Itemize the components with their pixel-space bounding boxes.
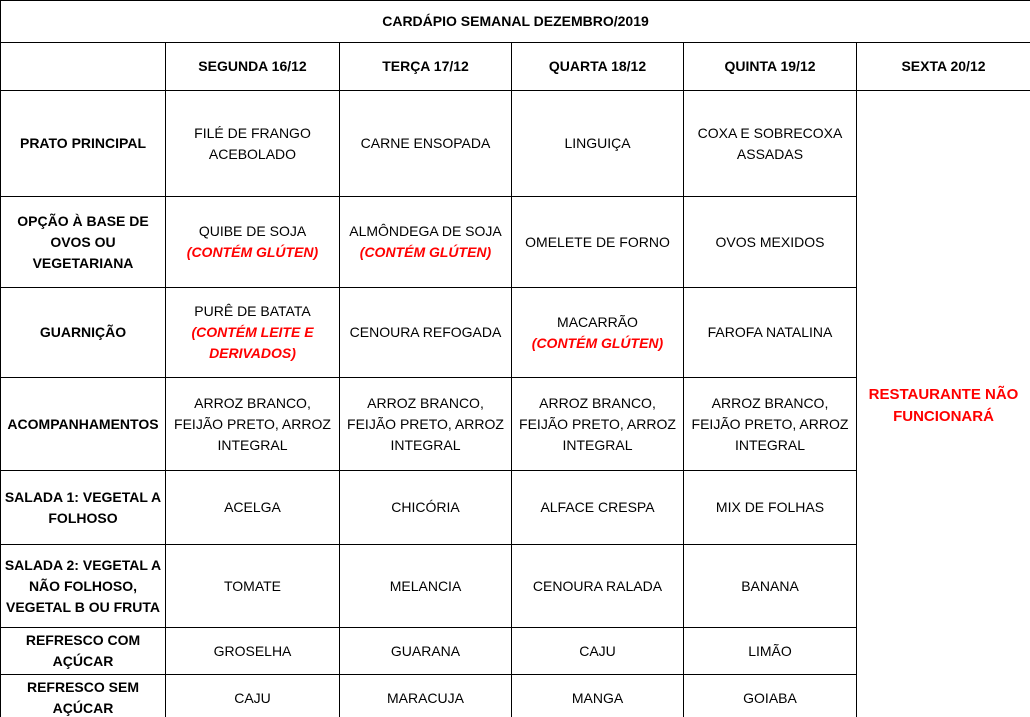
dish-name: MELANCIA [389,577,462,594]
dish-name: CARNE ENSOPADA [360,135,491,151]
cell-opcao-quarta [512,197,684,288]
column-header-quarta: QUARTA 18/12 [512,43,684,91]
allergen-note: (CONTÉM GLÚTEN) [359,244,492,260]
dish-name: PURÊ DE BATATA [194,303,311,319]
cell-acompanhamentos-terca [340,378,512,471]
cell-salada1-segunda [166,471,340,545]
dish-name: COXA E SOBRECOXA ASSADAS [697,124,843,162]
dish-name: MACARRÃO [557,313,638,330]
dish-name: GUARANA [390,642,461,659]
dish-name: BANANA [741,577,799,594]
dish-name: CAJU [579,642,616,659]
corner-cell [1,43,166,91]
dish-name: LIMÃO [748,642,792,659]
column-header-segunda: SEGUNDA 16/12 [166,43,340,91]
row-label-guarnicao: GUARNIÇÃO [1,288,166,378]
cell-guarnicao-quinta [684,288,857,378]
allergen-note: (CONTÉM GLÚTEN) [531,334,664,351]
dish-name: CENOURA REFOGADA [349,324,502,340]
column-header-sexta: SEXTA 20/12 [857,43,1030,91]
cell-refresco-sem-terca [340,675,512,717]
dish-name: QUIBE DE SOJA [198,223,307,239]
cell-refresco-sem-quarta [512,675,684,717]
cell-refresco-com-quinta [684,628,857,675]
dish-name: ALFACE CRESPA [540,499,655,515]
dish-name: FAROFA NATALINA [707,324,833,340]
row-label-prato-principal: PRATO PRINCIPAL [1,91,166,197]
title-row [1,1,1030,43]
dish-name: GROSELHA [213,642,292,659]
dish-name: ACELGA [224,499,281,515]
dish-name: ARROZ BRANCO, FEIJÃO PRETO, ARROZ INTEGRAL [174,394,331,453]
cell-acompanhamentos-quinta [684,378,857,471]
cell-salada2-terca [340,545,512,628]
cell-refresco-sem-quinta [684,675,857,717]
row-label-refresco-com-acucar: REFRESCO COM AÇÚCAR [1,628,166,675]
header-row [1,43,1030,91]
dish-name: MIX DE FOLHAS [715,499,825,515]
dish-name: CAJU [234,689,271,706]
cell-refresco-sem-segunda [166,675,340,717]
cell-acompanhamentos-segunda [166,378,340,471]
allergen-note: (CONTÉM LEITE E DERIVADOS) [191,324,314,361]
column-header-terca: TERÇA 17/12 [340,43,512,91]
cell-guarnicao-segunda [166,288,340,378]
cell-salada1-quinta [684,471,857,545]
row-label-opcao-vegetariana: OPÇÃO À BASE DE OVOS OU VEGETARIANA [1,197,166,288]
dish-name: GOIABA [743,689,797,706]
friday-notice: RESTAURANTE NÃO FUNCIONARÁ [868,385,1019,425]
cell-guarnicao-terca [340,288,512,378]
dish-name: OVOS MEXIDOS [715,233,825,250]
row-label-salada-1: SALADA 1: VEGETAL A FOLHOSO [1,471,166,545]
cell-salada2-quinta [684,545,857,628]
cell-refresco-com-terca [340,628,512,675]
friday-notice-cell [857,91,1030,717]
row-label-refresco-sem-acucar: REFRESCO SEM AÇÚCAR [1,675,166,717]
cell-opcao-segunda [166,197,340,288]
cell-refresco-com-quarta [512,628,684,675]
cell-prato-quinta [684,91,857,197]
cell-opcao-terca [340,197,512,288]
dish-name: CENOURA RALADA [532,577,663,594]
dish-name: MARACUJA [386,689,464,706]
dish-name: ARROZ BRANCO, FEIJÃO PRETO, ARROZ INTEGRAL [691,394,849,453]
page-title: CARDÁPIO SEMANAL DEZEMBRO/2019 [1,1,1030,43]
dish-name: TOMATE [223,577,282,594]
dish-name: ARROZ BRANCO, FEIJÃO PRETO, ARROZ INTEGRAL [519,394,676,453]
cell-salada1-terca [340,471,512,545]
cell-prato-terca [340,91,512,197]
cell-guarnicao-quarta [512,288,684,378]
cell-salada1-quarta [512,471,684,545]
row-label-acompanhamentos: ACOMPANHAMENTOS [1,378,166,471]
dish-name: MANGA [571,689,624,706]
cell-prato-quarta [512,91,684,197]
cell-salada2-quarta [512,545,684,628]
dish-name: ARROZ BRANCO, FEIJÃO PRETO, ARROZ INTEGRAL [347,394,504,453]
row-label-salada-2: SALADA 2: VEGETAL A NÃO FOLHOSO, VEGETAL B OU FRUTA [1,545,166,628]
cell-refresco-com-segunda [166,628,340,675]
cell-prato-segunda [166,91,340,197]
cell-opcao-quinta [684,197,857,288]
column-header-quinta: QUINTA 19/12 [684,43,857,91]
table-row-prato-principal [1,91,1030,197]
dish-name: ALMÔNDEGA DE SOJA [349,223,502,239]
dish-name: CHICÓRIA [391,499,460,515]
allergen-note: (CONTÉM GLÚTEN) [186,244,319,260]
dish-name: FILÉ DE FRANGO ACEBOLADO [194,124,311,162]
dish-name: LINGUIÇA [564,135,631,151]
dish-name: OMELETE DE FORNO [525,233,670,250]
cell-salada2-segunda [166,545,340,628]
cell-acompanhamentos-quarta [512,378,684,471]
